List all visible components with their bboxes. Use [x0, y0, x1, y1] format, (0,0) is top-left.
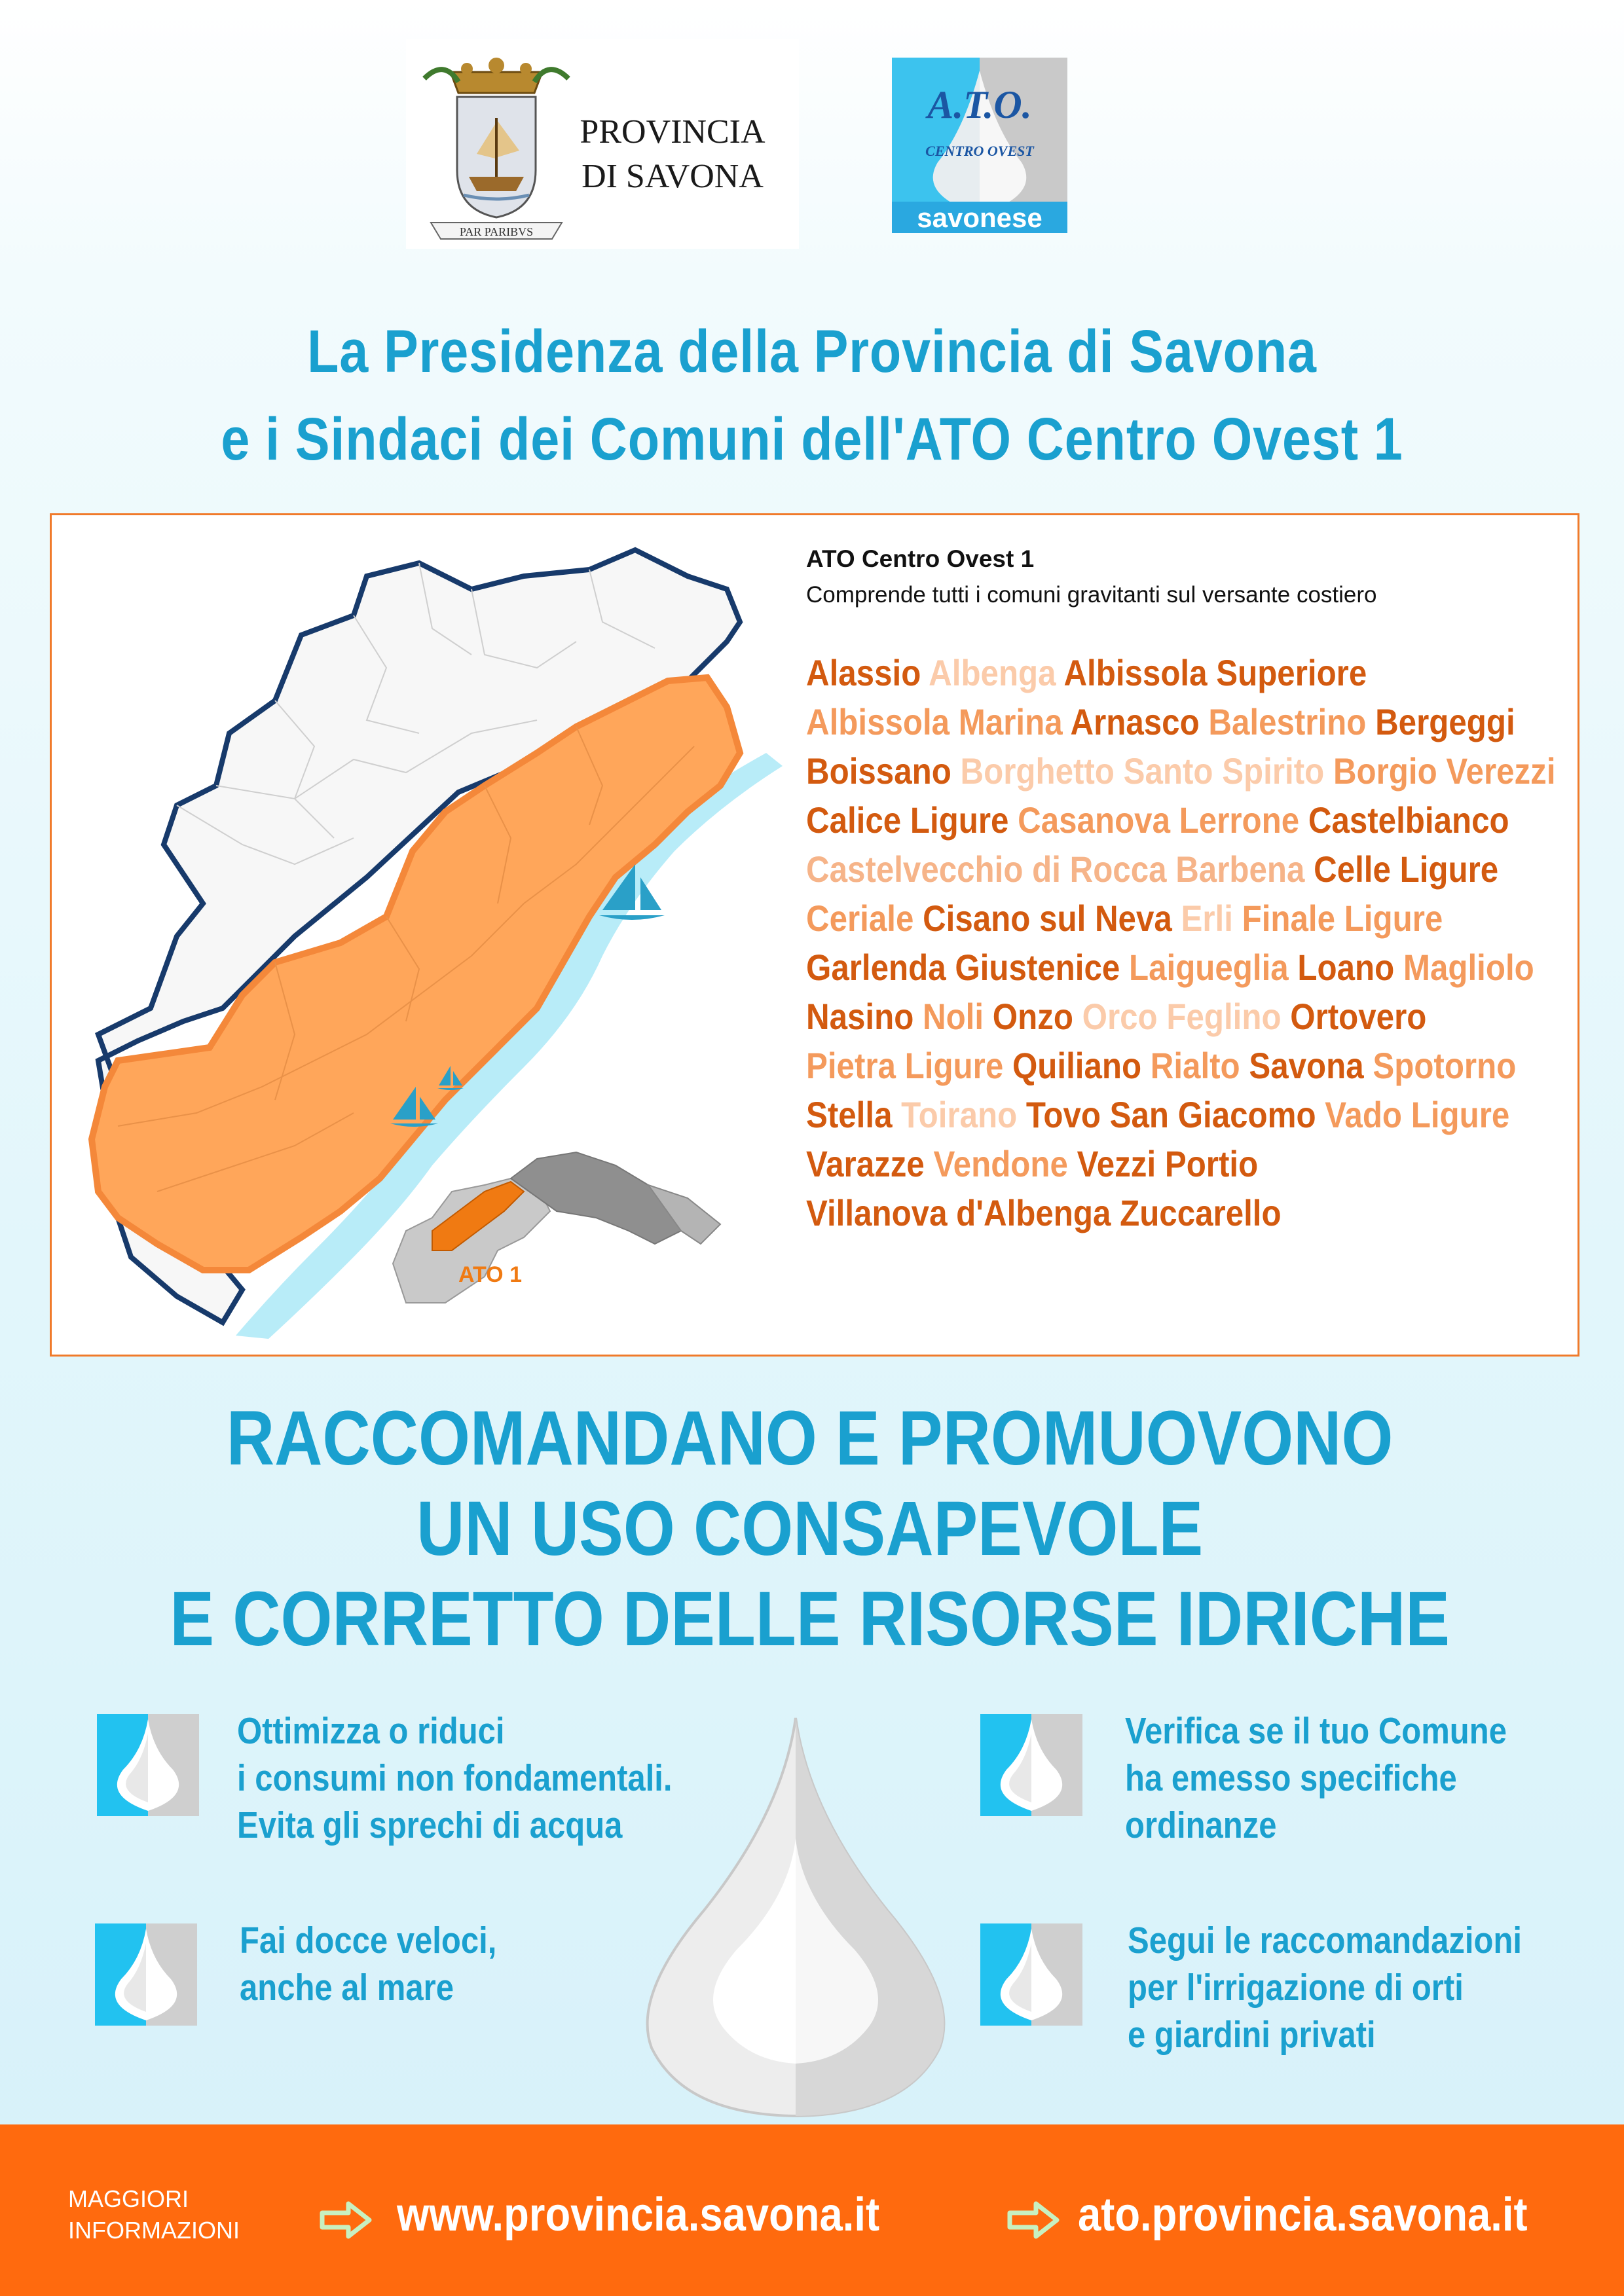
tip-1 — [237, 1707, 673, 1849]
drop-icon — [980, 1923, 1082, 2026]
headline-line2: e i Sindaci dei Comuni dell'ATO Centro Ovest 1 — [221, 406, 1403, 473]
province-name — [578, 110, 767, 199]
comune-item: Savona — [1249, 1045, 1364, 1086]
crest-motto: PAR PARIBVS — [459, 225, 534, 238]
province-logo — [406, 39, 799, 249]
comune-item: Castelvecchio di Rocca Barbena — [806, 848, 1305, 890]
comune-item: Erli — [1181, 898, 1233, 939]
comune-item: Albissola Marina — [806, 701, 1063, 742]
ato-logo-title: A.T.O. — [927, 83, 1032, 126]
footer-label — [68, 2183, 240, 2246]
comune-item: Onzo — [992, 996, 1073, 1037]
ato-logo-subtitle: CENTRO OVEST — [925, 143, 1034, 159]
tip-2-line1: Verifica se il tuo Comune — [1125, 1710, 1507, 1752]
tip-4 — [1128, 1917, 1522, 2058]
inset-ato-label: ATO 1 — [458, 1262, 522, 1287]
comune-item: Nasino — [806, 996, 914, 1037]
footer-label-line2: INFORMAZIONI — [68, 2217, 240, 2244]
comune-item: Toirano — [901, 1094, 1018, 1135]
tip-3-line2: anche al mare — [240, 1967, 454, 2009]
ato-subtitle: Comprende tutti i comuni gravitanti sul versante costiero — [806, 582, 1377, 608]
tip-2-line3: ordinanze — [1125, 1804, 1277, 1846]
province-name-line2: DI SAVONA — [581, 158, 764, 195]
comune-item: Noli — [922, 996, 984, 1037]
comune-item: Stella — [806, 1094, 893, 1135]
footer-label-line1: MAGGIORI — [68, 2185, 189, 2212]
large-water-drop-icon — [625, 1714, 966, 2120]
slogan — [111, 1393, 1508, 1664]
ato-map — [79, 537, 786, 1342]
slogan-line2: UN USO CONSAPEVOLE — [416, 1485, 1204, 1572]
provincia-website-link[interactable]: www.provincia.savona.it — [397, 2189, 880, 2241]
comune-item: Ortovero — [1290, 996, 1427, 1037]
comune-item: Varazze — [806, 1143, 925, 1184]
province-name-line1: PROVINCIA — [580, 113, 766, 151]
tip-1-line2: i consumi non fondamentali. — [237, 1757, 673, 1799]
comune-item: Bergeggi — [1375, 701, 1515, 742]
comune-item: Vado Ligure — [1325, 1094, 1510, 1135]
ato-website-link[interactable]: ato.provincia.savona.it — [1078, 2189, 1528, 2241]
ato-title: ATO Centro Ovest 1 — [806, 545, 1035, 572]
comune-item: Castelbianco — [1308, 799, 1509, 841]
savona-crest-icon — [418, 46, 575, 242]
slogan-line1: RACCOMANDANO E PROMUOVONO — [226, 1395, 1393, 1482]
ato-logo — [892, 58, 1067, 233]
tip-1-line1: Ottimizza o riduci — [237, 1710, 505, 1752]
liguria-inset-map — [393, 1152, 720, 1303]
comune-item: Laigueglia — [1128, 947, 1289, 988]
comune-item: Rialto — [1150, 1045, 1240, 1086]
drop-icon — [980, 1714, 1082, 1816]
comune-item: Vendone — [933, 1143, 1068, 1184]
tip-3-line1: Fai docce veloci, — [240, 1920, 497, 1961]
comune-item: Borghetto Santo Spirito — [960, 750, 1325, 792]
comune-item: Alassio — [806, 652, 921, 693]
comune-item: Loano — [1297, 947, 1395, 988]
tip-1-line3: Evita gli sprechi di acqua — [237, 1804, 623, 1846]
comune-item: Borgio Verezzi — [1333, 750, 1556, 792]
comune-item: Finale Ligure — [1242, 898, 1443, 939]
comune-item: Quiliano — [1012, 1045, 1142, 1086]
tip-2-line2: ha emesso specifiche — [1125, 1757, 1457, 1799]
drop-icon — [95, 1923, 197, 2026]
headline — [114, 308, 1511, 483]
comune-item: Arnasco — [1070, 701, 1200, 742]
comune-item: Celle Ligure — [1314, 848, 1499, 890]
comune-item: Ceriale — [806, 898, 914, 939]
comuni-list — [806, 648, 1561, 1237]
arrow-right-icon — [1006, 2198, 1061, 2242]
tip-2 — [1125, 1707, 1507, 1849]
comune-item: Tovo San Giacomo — [1025, 1094, 1316, 1135]
tip-4-line3: e giardini privati — [1128, 2014, 1376, 2056]
comune-item: Vezzi Portio — [1077, 1143, 1259, 1184]
comune-item: Boissano — [806, 750, 951, 792]
comune-item: Spotorno — [1373, 1045, 1517, 1086]
comune-item: Albenga — [929, 652, 1056, 693]
comune-item: Villanova d'Albenga — [806, 1192, 1111, 1233]
ato-logo-band: savonese — [917, 202, 1043, 233]
arrow-right-icon — [318, 2198, 373, 2242]
comune-item: Calice Ligure — [806, 799, 1009, 841]
comune-item: Zuccarello — [1120, 1192, 1282, 1233]
comune-item: Cisano sul Neva — [923, 898, 1172, 939]
headline-line1: La Presidenza della Provincia di Savona — [307, 318, 1317, 385]
comune-item: Albissola Superiore — [1063, 652, 1367, 693]
ato-drop-icon — [892, 58, 1067, 233]
comune-item: Magliolo — [1403, 947, 1534, 988]
tip-4-line2: per l'irrigazione di orti — [1128, 1967, 1464, 2009]
comune-item: Casanova Lerrone — [1018, 799, 1300, 841]
comune-item: Orco Feglino — [1082, 996, 1282, 1037]
comune-item: Pietra Ligure — [806, 1045, 1004, 1086]
comune-item: Giustenice — [955, 947, 1120, 988]
drop-icon — [97, 1714, 199, 1816]
comune-item: Garlenda — [806, 947, 946, 988]
slogan-line3: E CORRETTO DELLE RISORSE IDRICHE — [170, 1576, 1450, 1662]
comune-item: Balestrino — [1208, 701, 1367, 742]
tip-4-line1: Segui le raccomandazioni — [1128, 1920, 1522, 1961]
tip-3 — [240, 1917, 496, 2011]
